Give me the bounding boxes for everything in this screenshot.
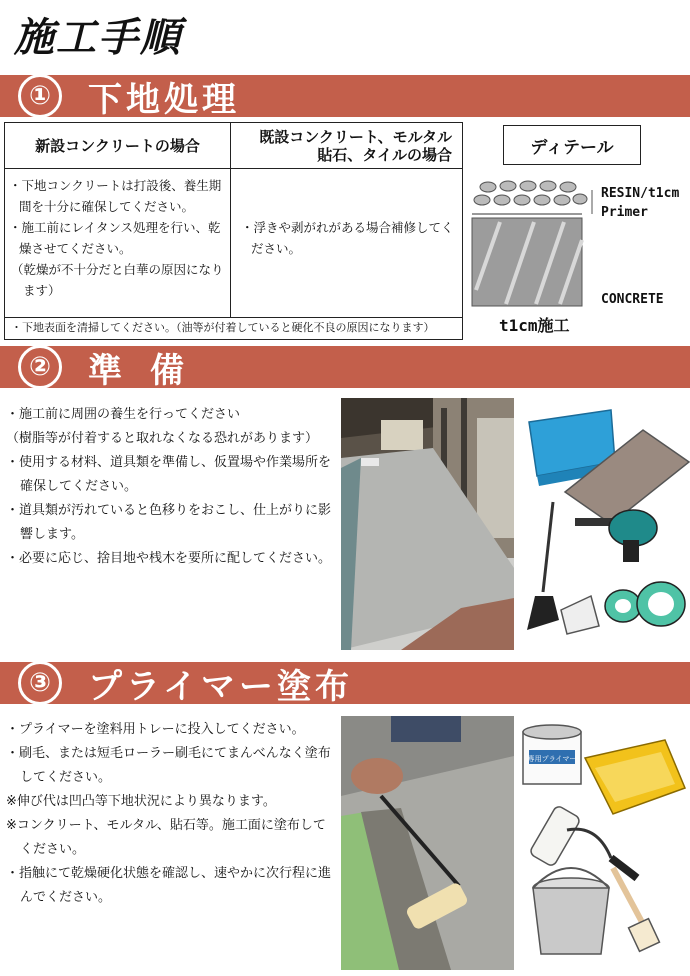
thickness-caption: t1cm施工 xyxy=(499,316,570,335)
section-2-header xyxy=(0,346,690,391)
list-item: ※コンクリート、モルタル、貼石等。施工面に塗布してください。 xyxy=(6,818,326,857)
preparation-list xyxy=(6,403,336,571)
list-item: ・刷毛、または短毛ローラー刷毛にてまんべんなく塗布してください。 xyxy=(6,746,331,785)
list-item: ・指触にて乾燥硬化状態を確認し、速やかに次行程に進んでください。 xyxy=(6,866,332,905)
page-title: 施工手順 xyxy=(14,15,182,61)
existing-surface-header xyxy=(231,123,462,169)
primer-application-photo xyxy=(341,716,514,970)
new-concrete-item: （乾燥が不十分だと白華の原因になります） xyxy=(11,262,224,298)
metal-bucket-icon xyxy=(533,868,609,954)
concrete-layer-label: CONCRETE xyxy=(601,292,664,307)
primer-can-icon xyxy=(523,725,581,784)
existing-surface-header-line1: 既設コンクリート、モルタル xyxy=(259,127,452,146)
section-3-number: ③ xyxy=(18,661,62,705)
existing-surface-header-line2: 貼石、タイルの場合 xyxy=(317,145,452,164)
section-2-title: 準備 xyxy=(88,350,212,391)
paint-brush-icon xyxy=(613,868,659,951)
primer-layer-label: Primer xyxy=(601,205,648,220)
list-item: ・プライマーを塗料用トレーに投入してください。 xyxy=(6,722,305,737)
existing-surface-item: ・浮きや剥がれがある場合補修してください。 xyxy=(241,220,454,256)
primer-list xyxy=(6,718,336,910)
section-1-number: ① xyxy=(18,74,62,118)
new-concrete-item: ・下地コンクリートは打設後、養生期間を十分に確保してください。 xyxy=(9,178,222,214)
new-concrete-header: 新設コンクリートの場合 xyxy=(5,123,231,169)
table-footer-note: ・下地表面を清掃してください。（油等が付着していると硬化不良の原因になります） xyxy=(5,317,462,339)
leaf-blower-icon xyxy=(575,510,657,562)
detail-label: ディテール xyxy=(503,125,641,165)
resin-layer-label: RESIN/t1cm xyxy=(601,186,680,201)
list-item: ※伸び代は凹凸等下地状況により異なります。 xyxy=(6,794,276,809)
existing-surface-cell xyxy=(231,169,462,317)
list-item: ・必要に応じ、捨目地や桟木を要所に配してください。 xyxy=(6,551,332,566)
primer-can-label: 専用プライマー xyxy=(527,755,577,763)
paint-roller-icon xyxy=(529,805,637,878)
paint-tray-icon xyxy=(585,740,685,814)
dustpan-icon xyxy=(561,596,599,634)
primer-tools-illustration xyxy=(515,718,690,970)
section-1-header xyxy=(0,75,690,120)
layer-detail-diagram xyxy=(470,170,600,310)
new-concrete-item: ・施工前にレイタンス処理を行い、乾燥させてください。 xyxy=(9,220,221,256)
list-item: （樹脂等が付着すると取れなくなる恐れがあります） xyxy=(6,431,319,446)
preparation-tools-illustration xyxy=(515,400,690,645)
section-2-number: ② xyxy=(18,345,62,389)
surface-prep-table xyxy=(4,122,463,340)
list-item: ・施工前に周囲の養生を行ってください xyxy=(6,407,241,422)
masking-tape-icon xyxy=(605,582,685,626)
section-3-title: プライマー塗布 xyxy=(88,666,353,707)
section-3-header xyxy=(0,662,690,707)
list-item: ・使用する材料、道具類を準備し、仮置場や作業場所を確保してください。 xyxy=(6,455,332,494)
new-concrete-cell xyxy=(5,169,231,317)
broom-icon xyxy=(527,502,559,630)
list-item: ・道具類が汚れていると色移りをおこし、仕上がりに影響します。 xyxy=(6,503,332,542)
section-1-title: 下地処理 xyxy=(88,79,240,120)
site-photo xyxy=(341,398,514,650)
